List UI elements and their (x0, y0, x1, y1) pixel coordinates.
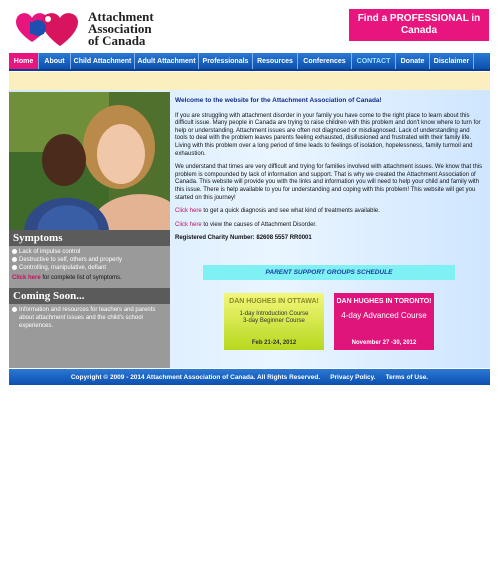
privacy-link[interactable]: Privacy Policy. (330, 373, 376, 381)
hero-photo (9, 92, 170, 230)
bullet-icon (12, 249, 17, 254)
bullet-icon (12, 265, 17, 270)
causes-line (175, 222, 483, 230)
symptoms-link-suffix: for complete list of symptoms. (42, 275, 122, 281)
welcome-heading: Welcome to the website for the Attachment Association of Canada! (175, 97, 382, 104)
list-item (12, 256, 167, 264)
symptoms-link[interactable]: Click here (12, 275, 41, 281)
nav-adult-attachment[interactable]: Adult Attachment (135, 53, 199, 69)
bullet-icon (12, 307, 17, 312)
coming-soon-text: Information and resources for teachers and parents about attachment issues and the child's school experiences. (19, 307, 156, 329)
symptom-text: Lack of impulse control (19, 249, 81, 255)
event-title: DAN HUGHES IN TORONTO! (336, 298, 432, 305)
diagnosis-link[interactable]: Click here (175, 208, 202, 215)
event-date: November 27 -30, 2012 (351, 340, 417, 346)
logo-line: Association (88, 21, 152, 36)
main-nav (9, 53, 490, 71)
mother-child-image (9, 92, 170, 230)
list-item (12, 264, 167, 272)
sidebar (9, 92, 170, 368)
symptoms-list (12, 248, 167, 272)
bullet-icon (12, 257, 17, 262)
event-line: 3-day Beginner Course (243, 318, 305, 324)
symptom-text: Destructive to self, others and property (19, 257, 123, 263)
nav-resources[interactable]: Resources (253, 53, 298, 69)
symptom-text: Controlling, manipulative, defiant (19, 265, 107, 271)
event-line: 4-day Advanced Course (341, 311, 427, 320)
footer (9, 369, 490, 385)
find-professional-button[interactable]: Find a PROFESSIONAL in Canada (349, 9, 489, 41)
diagnosis-text: to get a quick diagnosis and see what kind of treatments available. (203, 208, 380, 215)
parent-support-groups-link[interactable]: PARENT SUPPORT GROUPS SCHEDULE (203, 265, 455, 280)
main-content (175, 97, 483, 249)
nav-contact[interactable]: CONTACT (352, 53, 396, 69)
list-item (12, 306, 167, 330)
nav-child-attachment[interactable]: Child Attachment (71, 53, 135, 69)
nav-disclaimer[interactable]: Disclaimer (430, 53, 474, 69)
terms-link[interactable]: Terms of Use. (385, 373, 429, 381)
intro-paragraph: If you are struggling with attachment disorder in your family you have come to the right place to learn about this difficult issue. Many people in Canada are trying to raise children with this problem and don't know where to turn for help or understanding. Attachment issues are often not diagnosed or misdiagnosed. Lack of understanding and tools to deal with the problem leaves parents feeling exhausted, disillusioned and frustrated with their family life. Living with this problem over a long period of time leads to feelings of isolation, hopelessness, family turmoil and exhaustion. (175, 112, 481, 157)
nav-subbar (9, 72, 490, 90)
nav-conferences[interactable]: Conferences (298, 53, 352, 69)
event-date: Feb 21-24, 2012 (251, 340, 297, 346)
nav-donate[interactable]: Donate (396, 53, 430, 69)
diagnosis-line (175, 208, 483, 216)
symptoms-more (12, 275, 122, 281)
mission-paragraph: We understand that times are very difficult and trying for families involved with attachment issues. We know that this problem is compounded by lack of information and support. That is why we created the Attachment Association of Canada. This website will provide you with the links and information you will need to help your child and family with this issue. There is help available to you for understanding and coping with this problem! This website will get you started on this journey! (175, 164, 483, 201)
nav-about[interactable]: About (39, 53, 71, 69)
causes-text: to view the causes of Attachment Disorder. (203, 221, 317, 228)
causes-link[interactable]: Click here (175, 221, 202, 228)
logo-title (88, 11, 154, 47)
logo-line: of Canada (88, 33, 146, 48)
symptoms-heading: Symptoms (9, 230, 170, 246)
site-logo[interactable] (12, 8, 172, 48)
copyright-text: Copyright © 2009 - 2014 Attachment Association of Canada. All Rights Reserved. (70, 373, 321, 381)
nav-home[interactable]: Home (9, 53, 39, 69)
event-toronto-banner[interactable] (334, 293, 434, 350)
event-ottawa-banner[interactable] (224, 293, 324, 350)
logo-line: Attachment (88, 9, 154, 24)
event-title: DAN HUGHES IN OTTAWA! (229, 298, 319, 305)
coming-soon-heading: Coming Soon... (9, 288, 170, 304)
charity-number: Registered Charity Number: 82608 5557 RR0001 (175, 235, 312, 242)
nav-professionals[interactable]: Professionals (199, 53, 253, 69)
list-item (12, 248, 167, 256)
coming-soon-list (12, 306, 167, 330)
event-line: 1-day Introduction Course (239, 311, 309, 317)
puzzle-heart-icon (12, 8, 84, 48)
